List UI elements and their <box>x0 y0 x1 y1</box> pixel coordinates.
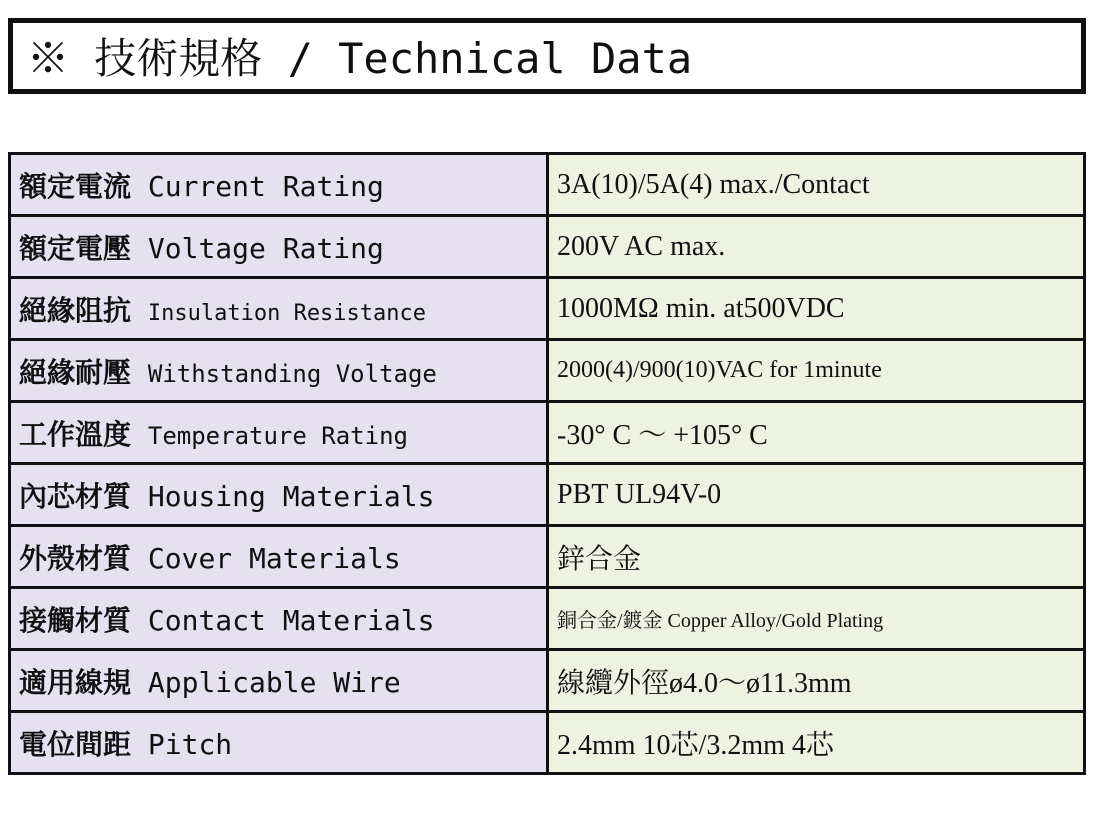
table-row <box>10 216 1085 278</box>
spec-value: PBT UL94V-0 <box>548 464 1085 526</box>
spec-label-zh: 適用線規 <box>19 665 132 699</box>
spec-label-cell <box>10 154 548 216</box>
spec-label-zh: 電位間距 <box>19 727 132 761</box>
spec-label-cell <box>10 216 548 278</box>
table-row <box>10 402 1085 464</box>
spec-label-cell <box>10 402 548 464</box>
spec-value: 1000MΩ min. at500VDC <box>548 278 1085 340</box>
spec-label-en: Housing Materials <box>147 479 435 513</box>
spec-label-en: Current Rating <box>147 169 384 203</box>
spec-label-en: Insulation Resistance <box>147 300 427 326</box>
spec-label-zh: 絕緣耐壓 <box>19 355 132 389</box>
table-row <box>10 650 1085 712</box>
title-banner <box>8 18 1086 94</box>
spec-value: 線纜外徑ø4.0～ø11.3mm <box>548 650 1085 712</box>
spec-value: -30° C ～ +105° C <box>548 402 1085 464</box>
spec-label-cell <box>10 278 548 340</box>
spec-label-en: Cover Materials <box>147 541 401 575</box>
spec-value: 200V AC max. <box>548 216 1085 278</box>
spec-label-en: Applicable Wire <box>147 665 401 699</box>
spec-label-cell <box>10 588 548 650</box>
spec-label-zh: 接觸材質 <box>19 603 132 637</box>
table-row <box>10 526 1085 588</box>
spec-label-zh: 絕緣阻抗 <box>19 293 132 327</box>
table-row <box>10 278 1085 340</box>
spec-value: 銅合金/鍍金 Copper Alloy/Gold Plating <box>548 588 1085 650</box>
table-row <box>10 340 1085 402</box>
spec-label-cell <box>10 340 548 402</box>
spec-label-cell <box>10 650 548 712</box>
spec-label-en: Voltage Rating <box>147 231 384 265</box>
spec-label-zh: 額定電壓 <box>19 231 132 265</box>
table-row <box>10 464 1085 526</box>
spec-label-cell <box>10 464 548 526</box>
table-row <box>10 588 1085 650</box>
table-row <box>10 712 1085 774</box>
spec-value: 2.4mm 10芯/3.2mm 4芯 <box>548 712 1085 774</box>
spec-label-zh: 外殼材質 <box>19 541 132 575</box>
spec-label-en: Withstanding Voltage <box>147 359 437 388</box>
spec-label-zh: 內芯材質 <box>19 479 132 513</box>
page-title: ※ 技術規格 / Technical Data <box>27 34 693 83</box>
spec-value: 3A(10)/5A(4) max./Contact <box>548 154 1085 216</box>
spec-label-en: Temperature Rating <box>147 421 408 450</box>
spec-label-zh: 工作溫度 <box>19 417 132 451</box>
spec-label-zh: 額定電流 <box>19 169 132 203</box>
spec-label-en: Contact Materials <box>147 603 435 637</box>
spec-label-cell <box>10 712 548 774</box>
spec-label-cell <box>10 526 548 588</box>
spec-table <box>8 152 1086 775</box>
spec-label-en: Pitch <box>147 727 233 761</box>
spec-value: 2000(4)/900(10)VAC for 1minute <box>548 340 1085 402</box>
spec-value: 鋅合金 <box>548 526 1085 588</box>
table-row <box>10 154 1085 216</box>
